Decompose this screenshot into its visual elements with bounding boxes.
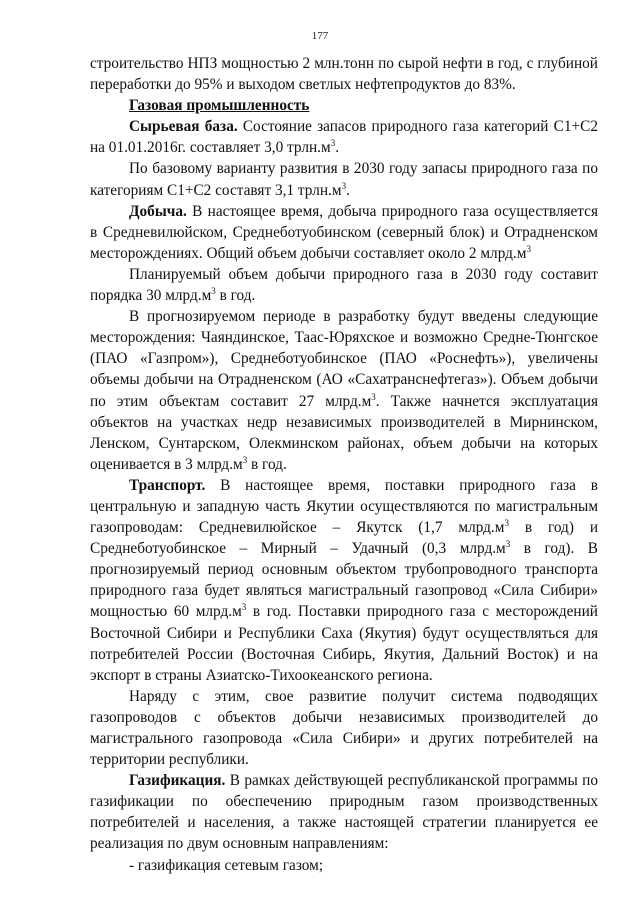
paragraph-production (90, 201, 598, 264)
planned-production-end: в год. (215, 287, 256, 305)
cubic-superscript: 3 (330, 138, 336, 149)
transport-text: В настоящее время, поставки природного газа в центральную и западную часть Якутии осуществляются по магистральным газопроводам: Средневилюйское – Якутск (1,7 млрд.м (90, 476, 598, 537)
page-number: 177 (311, 30, 329, 42)
transport-heading: Транспорт. (129, 476, 206, 494)
section-heading-gas-industry (90, 95, 598, 116)
new-fields-text-2: . Также начнется эксплуатация объектов на участках недр независимых производителей в Мирнинском, Ленском, Сунтарском, Олекминском районах, объем добычи на которых оценивается в 3 млрд.м (90, 392, 598, 473)
resource-base-end: . (335, 139, 340, 157)
paragraph-gasification (90, 770, 598, 854)
cubic-superscript: 3 (241, 602, 247, 613)
gasification-heading: Газификация. (129, 772, 226, 790)
cubic-superscript: 3 (526, 243, 531, 254)
cubic-superscript: 3 (504, 518, 509, 529)
transport-text-2: в год) и Среднеботуобинское – Мирный – Удачный (0,3 млрд.м (90, 519, 599, 558)
resource-base-text: Состояние запасов природного газа категорий С1+С2 на 01.01.2016г. составляет 3,0 трлн.м (90, 118, 598, 157)
gas-industry-heading: Газовая промышленность (129, 97, 310, 115)
paragraph-new-fields (90, 306, 598, 475)
planned-production-text: Планируемый объем добычи природного газа в 2030 году составит порядка 30 млрд.м (90, 265, 598, 305)
paragraph-feeder-pipelines: Наряду с этим, свое развитие получит система подводящих газопроводов с объектов добычи независимых производителей до магистрального газопровода «Сила Сибири» и других потребителей на территории республики. (90, 687, 598, 769)
cubic-superscript: 3 (505, 539, 511, 550)
reserves-2030-text: По базовому варианту развития в 2030 году запасы природного газа по категориям С1+С2 составят 3,1 трлн.м (90, 160, 598, 199)
reserves-2030-end: . (346, 181, 350, 199)
paragraph-refinery: строительство НПЗ мощностью 2 млн.тонн по сырой нефти в год, с глубиной переработки до 95% и выходом светлых нефтепродуктов до 83%. (90, 55, 598, 94)
gasification-text: В рамках действующей республиканской программы по газификации по обеспечению природным газом производственных потребителей и населения, а также настоящей стратегии планируется ее реализация по двум основным направлениям: (90, 772, 598, 853)
cubic-superscript: 3 (371, 391, 376, 402)
cubic-superscript: 3 (341, 180, 347, 191)
cubic-superscript: 3 (211, 286, 216, 297)
paragraph-resource-base (90, 116, 598, 158)
body-text (90, 53, 598, 876)
production-heading: Добыча. (129, 202, 187, 220)
new-fields-text: В прогнозируемом периоде в разработку будут введены следующие месторождения: Чаяндинское, Таас-Юряхское и возможно Средне-Тюнгское (ПАО «Газпром»), Среднеботуобинское (ПАО «Роснефть»), увеличены объемы добычи на Отрадненском (АО «Сахатранснефтегаз»). Объем добычи по этим объектам составит 27 млрд.м (90, 308, 598, 410)
paragraph-transport (90, 475, 598, 686)
cubic-superscript: 3 (242, 454, 248, 465)
production-text: В настоящее время, добыча природного газа осуществляется в Средневилюйском, Среднеботуобинском (северный блок) и Отрадненском месторождениях. Общий объем добычи составляет около 2 млрд.м (90, 202, 598, 262)
transport-text-3: в год). В прогнозируемый период основным объектом трубопроводного транспорта природного газа будет являться магистральный газопровод «Сила Сибири» мощностью 60 млрд.м (90, 540, 599, 621)
transport-end: в год. Поставки природного газа с месторождений Восточной Сибири и Республики Саха (Якутия) будут осуществляться для потребителей России (Восточная Сибирь, Якутия, Дальний Восток) и на экспорт в страны Азиатско-Тихоокеанского региона. (90, 603, 598, 684)
paragraph-planned-production (90, 264, 598, 306)
resource-base-heading: Сырьевая база. (129, 118, 238, 136)
new-fields-end: в год. (247, 455, 287, 473)
list-item-network-gas: - газификация сетевым газом; (129, 856, 324, 874)
paragraph-reserves-2030 (90, 158, 598, 200)
